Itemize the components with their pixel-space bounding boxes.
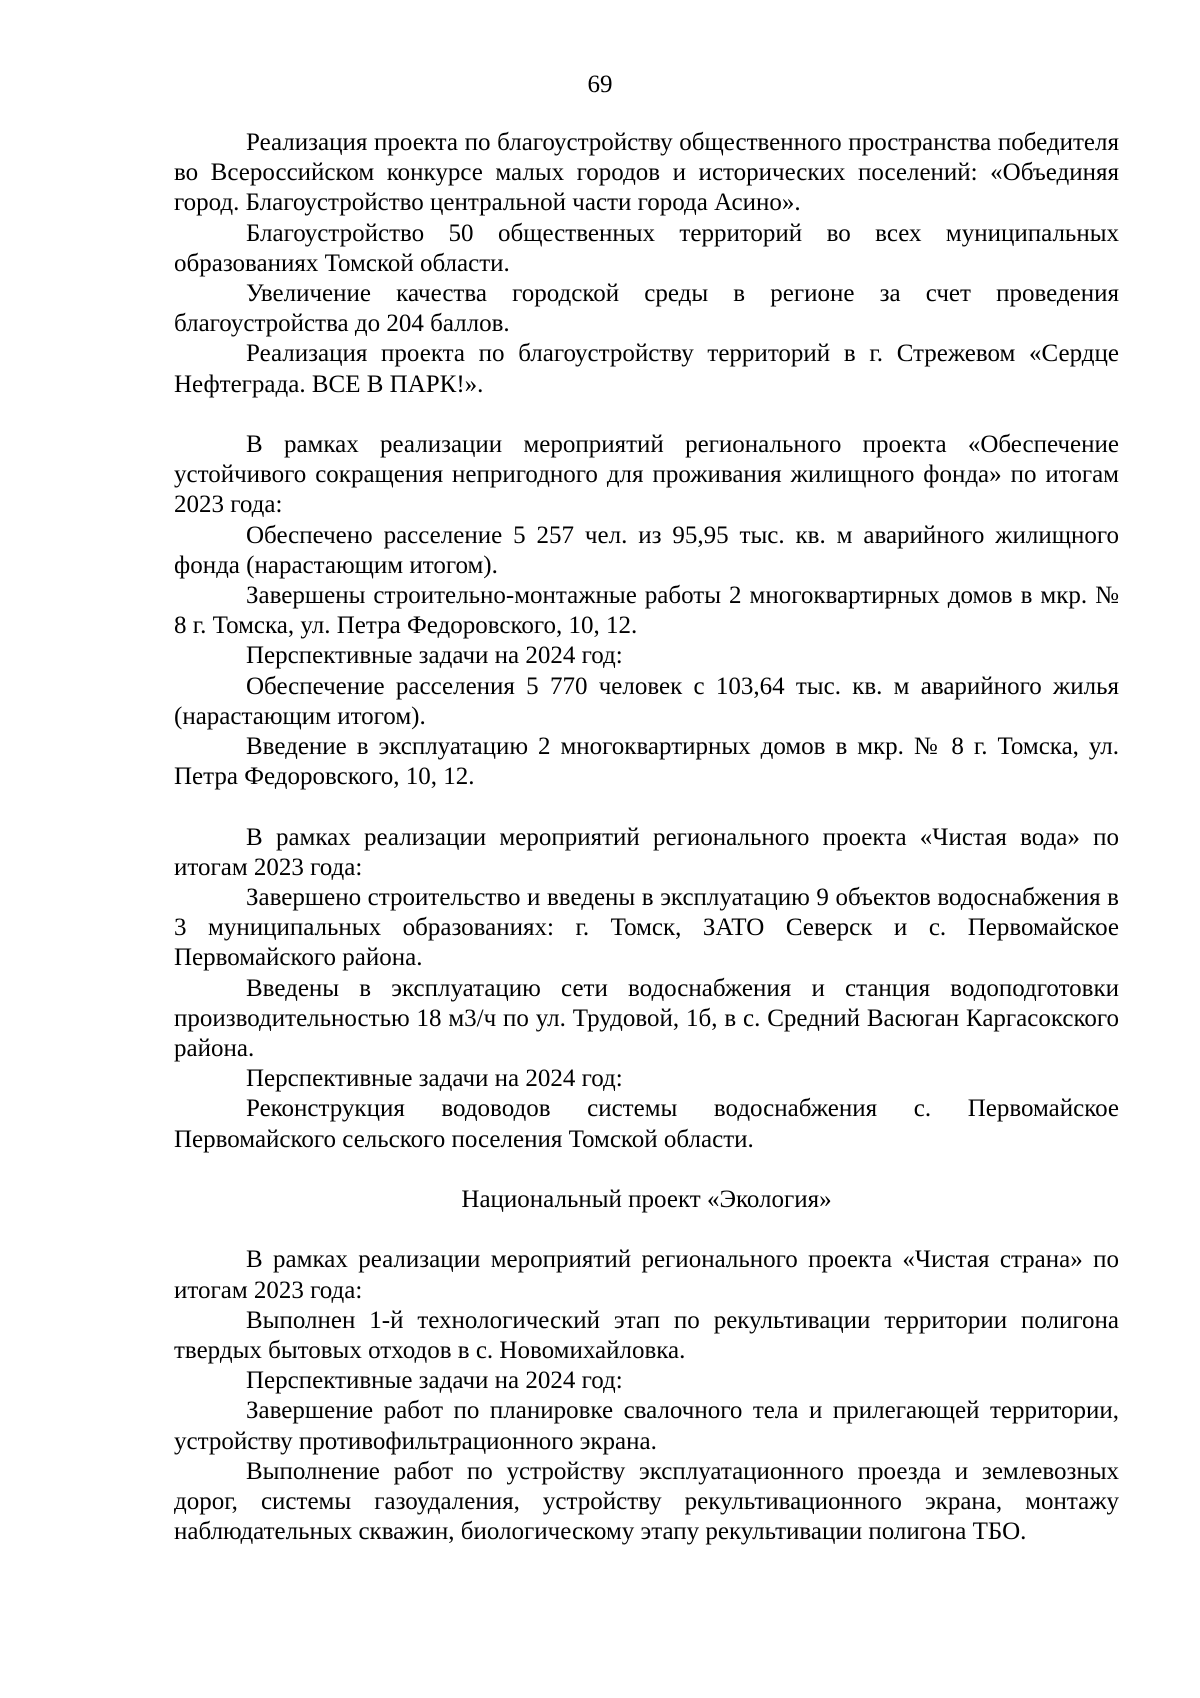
paragraph: В рамках реализации мероприятий регионального проекта «Чистая вода» по итогам 2023 года: [174,823,1119,881]
paragraph: В рамках реализации мероприятий регионального проекта «Обеспечение устойчивого сокращения непригодного для проживания жилищного фонда» по итогам 2023 года: [174,431,1119,519]
paragraph: В рамках реализации мероприятий регионального проекта «Чистая страна» по итогам 2023 года: [174,1246,1119,1304]
section-heading: Национальный проект «Экология» [461,1186,832,1214]
paragraph: Завершены строительно-монтажные работы 2 многоквартирных домов в мкр. № 8 г. Томска, ул. Петра Федоровского, 10, 12. [174,582,1119,640]
paragraph: Завершение работ по планировке свалочного тела и прилегающей территории, устройству противофильтрационного экрана. [174,1397,1119,1455]
paragraph: Увеличение качества городской среды в регионе за счет проведения благоустройства до 204 баллов. [174,280,1119,338]
paragraph: Перспективные задачи на 2024 год: [246,642,623,670]
paragraph: Выполнен 1-й технологический этап по рекультивации территории полигона твердых бытовых отходов в с. Новомихайловка. [174,1306,1119,1365]
paragraph: Введены в эксплуатацию сети водоснабжения и станция водоподготовки производительностью 18 м3/ч по ул. Трудовой, 1б, в с. Средний Васюган Каргасокского района. [174,974,1119,1063]
paragraph: Обеспечено расселение 5 257 чел. из 95,95 тыс. кв. м аварийного жилищного фонда (нарастающим итогом). [174,521,1119,579]
paragraph: Реконструкция водоводов системы водоснабжения с. Первомайское Первомайского сельского поселения Томской области. [174,1095,1119,1153]
paragraph: Завершено строительство и введены в эксплуатацию 9 объектов водоснабжения в 3 муниципальных образованиях: г. Томск, ЗАТО Северск и с. Первомайское Первомайского района. [174,884,1119,972]
paragraph: Реализация проекта по благоустройству территорий в г. Стрежевом «Сердце Нефтеграда. ВСЕ В ПАРК!». [174,340,1119,398]
paragraph: Реализация проекта по благоустройству общественного пространства победителя во Всероссийском конкурсе малых городов и исторических поселений: «Объединяя город. Благоустройство центральной части города Асино». [174,129,1119,217]
document-body [174,128,1119,1547]
paragraph: Введение в эксплуатацию 2 многоквартирных домов в мкр. № 8 г. Томска, ул. Петра Федоровского, 10, 12. [174,733,1119,791]
paragraph: Перспективные задачи на 2024 год: [246,1367,623,1395]
paragraph: Выполнение работ по устройству эксплуатационного проезда и землевозных дорог, системы газоудаления, устройству рекультивационного экрана, монтажу наблюдательных скважин, биологическому этапу рекультивации полигона ТБО. [174,1457,1119,1546]
page-number: 69 [587,71,613,98]
paragraph: Перспективные задачи на 2024 год: [246,1065,623,1093]
paragraph: Обеспечение расселения 5 770 человек с 103,64 тыс. кв. м аварийного жилья (нарастающим итогом). [174,672,1119,730]
paragraph: Благоустройство 50 общественных территорий во всех муниципальных образованиях Томской области. [174,219,1119,277]
